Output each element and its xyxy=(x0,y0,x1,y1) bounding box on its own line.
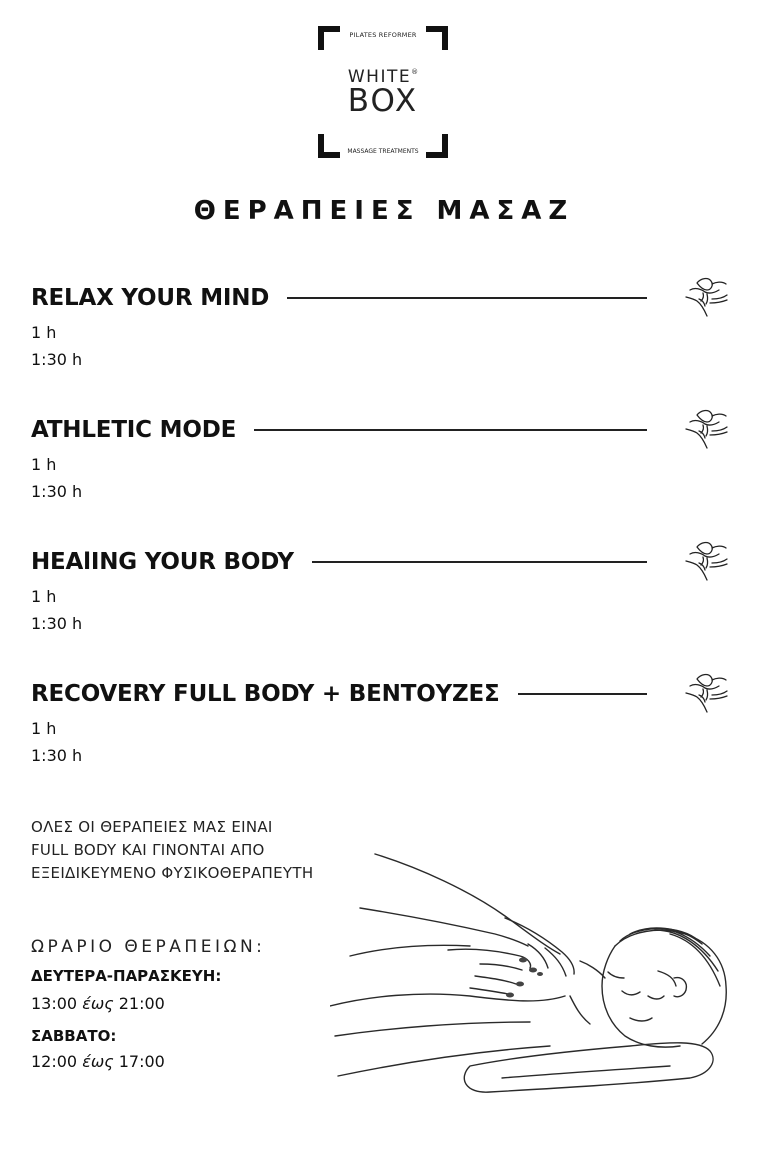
therapy-note xyxy=(31,816,313,885)
weekdays-hours xyxy=(31,994,165,1013)
massage-icon xyxy=(681,273,729,319)
duration-90min: 1:30 h xyxy=(31,482,83,501)
saturday-hours xyxy=(31,1052,165,1071)
duration-90min: 1:30 h xyxy=(31,746,83,765)
service-title-row xyxy=(31,415,647,445)
connector: έως xyxy=(82,994,114,1013)
divider-line xyxy=(312,561,647,563)
hours-title: ΩΡΑΡΙΟ ΘΕΡΑΠΕΙΩΝ: xyxy=(31,937,266,957)
service-item xyxy=(31,679,731,779)
divider-line xyxy=(287,297,647,299)
service-title: RELAX YOUR MIND xyxy=(31,285,270,311)
service-title: RECOVERY FULL BODY + ΒΕΝΤΟΥΖΕΣ xyxy=(31,681,500,707)
weekdays-label: ΔΕΥΤΕΡΑ-ΠΑΡΑΣΚΕΥΗ: xyxy=(31,967,222,985)
massage-icon xyxy=(681,405,729,451)
page-title: ΘΕΡΑΠΕΙΕΣ ΜΑΣΑΖ xyxy=(193,196,575,226)
logo-top-text: PILATES REFORMER xyxy=(349,31,417,39)
duration-90min: 1:30 h xyxy=(31,614,83,633)
service-title-row xyxy=(31,547,647,577)
duration-1h: 1 h xyxy=(31,587,57,606)
massage-icon xyxy=(681,669,729,715)
open-time: 13:00 xyxy=(31,994,78,1013)
service-item xyxy=(31,415,731,515)
saturday-label: ΣΑΒΒΑΤΟ: xyxy=(31,1027,117,1045)
note-line: FULL BODY ΚΑΙ ΓΙΝΟΝΤΑΙ ΑΠΟ xyxy=(31,841,265,859)
registered-mark: ® xyxy=(411,68,419,76)
open-time: 12:00 xyxy=(31,1052,78,1071)
duration-1h: 1 h xyxy=(31,455,57,474)
service-title: ATHLETIC MODE xyxy=(31,417,237,443)
service-title-row xyxy=(31,679,647,709)
divider-line xyxy=(518,693,648,695)
massage-icon xyxy=(681,537,729,583)
logo-brand-white: WHITE® xyxy=(347,67,419,87)
duration-1h: 1 h xyxy=(31,323,57,342)
service-item xyxy=(31,547,731,647)
note-line: ΕΞΕΙΔΙΚΕΥΜΕΝΟ ΦΥΣΙΚΟΘΕΡΑΠΕΥΤΗ xyxy=(31,864,314,882)
connector: έως xyxy=(82,1052,114,1071)
close-time: 17:00 xyxy=(118,1052,165,1071)
service-item xyxy=(31,283,731,383)
service-title: HEAlING YOUR BODY xyxy=(31,549,294,575)
service-title-row xyxy=(31,283,647,313)
close-time: 21:00 xyxy=(118,994,165,1013)
note-line: ΟΛΕΣ ΟΙ ΘΕΡΑΠΕΙΕΣ ΜΑΣ ΕΙΝΑΙ xyxy=(31,818,273,836)
duration-1h: 1 h xyxy=(31,719,57,738)
divider-line xyxy=(254,429,647,431)
massage-illustration xyxy=(330,846,750,1116)
duration-90min: 1:30 h xyxy=(31,350,83,369)
logo xyxy=(318,26,448,158)
logo-brand-box: BOX xyxy=(347,83,419,119)
logo-bottom-text: MASSAGE TREATMENTS xyxy=(347,148,419,155)
